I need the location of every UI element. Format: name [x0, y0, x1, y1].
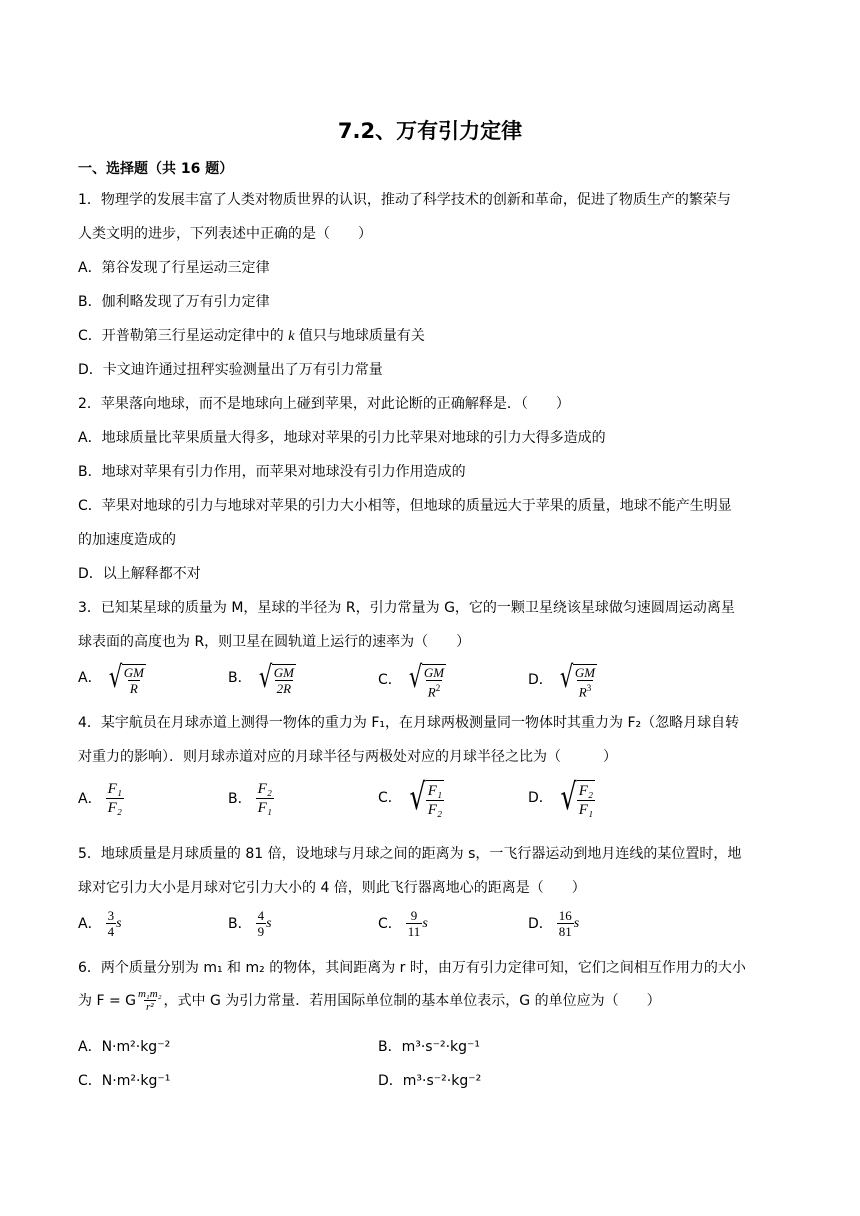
q1-option-c-post: 值只与地球质量有关 [294, 328, 425, 344]
q3-stem-line2: 球表面的高度也为 R，则卫星在圆轨道上运行的速率为（ ） [78, 634, 471, 650]
q4-stem-line1: 4．某宇航员在月球赤道上测得一物体的重力为 F₁，在月球两极测量同一物体时其重力为 F₂（忽略月球自转 [78, 715, 740, 731]
q5-option-d: D． $\frac{16}{81}$ s [528, 908, 580, 939]
q6-option-d: D．m³·s⁻²·kg⁻² [378, 1073, 482, 1089]
q2-option-b: B．地球对苹果有引力作用，而苹果对地球没有引力作用造成的 [78, 464, 466, 480]
q3-option-d: D． √ $\frac{GM}{R^3}$ [528, 660, 596, 700]
q2-option-d: D．以上解释都不对 [78, 566, 201, 582]
q3-stem-line1: 3．已知某星球的质量为 M，星球的半径为 R，引力常量为 G，它的一颗卫星绕该星球做匀速圆周运动离星 [78, 600, 735, 616]
q2-stem: 2．苹果落向地球，而不是地球向上碰到苹果，对此论断的正确解释是．（ ） [78, 396, 570, 412]
q4-stem-line2: 对重力的影响）．则月球赤道对应的月球半径与两极处对应的月球半径之比为（ ） [78, 749, 617, 765]
q5-option-c: C． $\frac{9}{11}$ s [378, 908, 428, 939]
section-heading: 一、选择题（共 16 题） [78, 161, 234, 177]
q5-option-b: B． $\frac{4}{9}$ s [228, 908, 272, 939]
q3-option-b: B． √ $\frac{GM}{2R}$ [228, 660, 294, 696]
q1-option-a: A．第谷发现了行星运动三定律 [78, 260, 270, 276]
q3-option-a: A． √ $\frac{GM}{R}$ [78, 660, 144, 696]
q4-option-a: A． $\frac{\text{F₁}}{\text{F₂}}$ [78, 781, 122, 816]
q1-option-c [78, 326, 788, 347]
q4-option-c: C． √ $\frac{\text{F₁}}{\text{F₂}}$ [378, 777, 443, 818]
q2-option-c-line2: 的加速度造成的 [78, 532, 176, 548]
q1-stem-line1: 1．物理学的发展丰富了人类对物质世界的认识，推动了科学技术的创新和革命，促进了物质生产的繁荣与 [78, 192, 731, 208]
q6-option-b: B．m³·s⁻²·kg⁻¹ [378, 1039, 481, 1055]
q2-option-c-line1: C．苹果对地球的引力与地球对苹果的引力大小相等，但地球的质量远大于苹果的质量，地球不能产生明显 [78, 498, 732, 514]
q5-stem-line1: 5．地球质量是月球质量的 81 倍，设地球与月球之间的距离为 s，一飞行器运动到地月连线的某位置时，地 [78, 846, 742, 862]
q4-option-d: D． √ $\frac{\text{F₂}}{\text{F₁}}$ [528, 777, 594, 818]
q2-option-a: A．地球质量比苹果质量大得多，地球对苹果的引力比苹果对地球的引力大得多造成的 [78, 430, 606, 446]
q3-option-c: C． √ $\frac{GM}{R^2}$ [378, 660, 445, 700]
q5-stem-line2: 球对它引力大小是月球对它引力大小的 4 倍，则此飞行器离地心的距离是（ ） [78, 880, 586, 896]
q4-option-b: B． $\frac{\text{F₂}}{\text{F₁}}$ [228, 781, 272, 816]
q6-stem-line2: 为 F = G $\frac{\text{m₁m₂}}{\text{r²}}$ ，式中 G 为引力常量．若用国际单位制的基本单位表示，G 的单位应为（ ） [78, 988, 661, 1013]
q6-option-c: C．N·m²·kg⁻¹ [78, 1073, 171, 1089]
q1-option-b: B．伽利略发现了万有引力定律 [78, 294, 270, 310]
q1-stem-line2: 人类文明的进步，下列表述中正确的是（ ） [78, 226, 372, 242]
page-title: 7.2、万有引力定律 [337, 119, 523, 143]
q6-option-a: A．N·m²·kg⁻² [78, 1039, 171, 1055]
q5-option-a: A． $\frac{3}{4}$ s [78, 908, 122, 939]
q1-option-c-k: k [288, 329, 295, 344]
q6-stem-line1: 6．两个质量分别为 m₁ 和 m₂ 的物体，其间距离为 r 时，由万有引力定律可知，它们之间相互作用力的大小 [78, 960, 746, 976]
q1-option-c-pre: C．开普勒第三行星运动定律中的 [78, 328, 289, 344]
q1-option-d: D．卡文迪许通过扭秤实验测量出了万有引力常量 [78, 362, 383, 378]
